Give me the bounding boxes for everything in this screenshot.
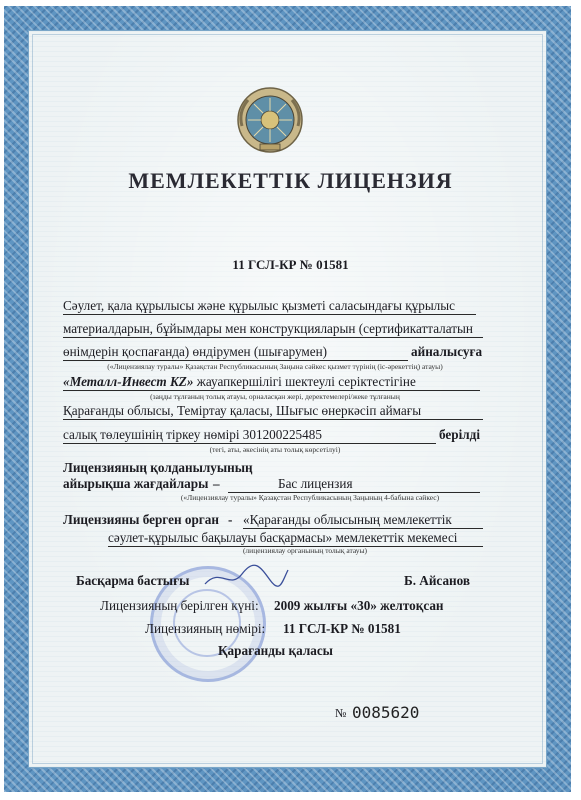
head-label: Басқарма бастығы — [76, 573, 190, 588]
state-emblem-icon — [236, 86, 304, 154]
issuer-line-2: сәулет-құрылыс бақылауы басқармасы» мемлекеттік мекемесі — [108, 530, 483, 547]
serial-number: 0085620 — [352, 703, 420, 722]
tax-line: салық төлеушінің тіркеу нөмірі 301200225485 — [63, 427, 436, 444]
activity-suffix: айналысуға — [411, 344, 483, 359]
issue-date-value: 2009 жылғы «30» желтоқсан — [274, 598, 444, 613]
activity-caption: («Лицензиялау туралы» Қазақстан Республикасының Заңына сәйкес қызмет түрінің (іс-әрекеттің) атауы) — [107, 362, 443, 371]
tax-caption: (тегі, аты, әкесінің аты толық көрсетілуі) — [209, 445, 341, 454]
licensee-line — [63, 374, 480, 391]
issue-date-label: Лицензияның берілген күні: — [100, 598, 259, 613]
issuer-dash: - — [228, 512, 233, 527]
issuer-line-1: «Қарағанды облысының мемлекеттік — [243, 512, 483, 529]
issuer-caption: (лицензиялау органының толық атауы) — [242, 546, 368, 555]
conditions-label-2: айырықша жағдайлары — [63, 476, 209, 491]
conditions-label-1: Лицензияның қолданылуының — [63, 460, 253, 475]
conditions-value: Бас лицензия — [228, 476, 480, 493]
license-number-header: 11 ГСЛ-КР № 01581 — [232, 257, 349, 272]
conditions-dash: – — [213, 476, 220, 491]
conditions-caption: («Лицензиялау туралы» Қазақстан Республикасының Заңының 4-бабына сәйкес) — [180, 493, 440, 502]
signature-icon — [200, 562, 290, 592]
licensee-caption: (заңды тұлғаның толық атауы, орналасқан жері, деректемелері/жеке тұлғаның — [150, 392, 400, 401]
issuer-label: Лицензияны берген орган — [63, 512, 219, 527]
license-no-label: Лицензияның нөмірі: — [145, 621, 266, 636]
head-name: Б. Айсанов — [404, 573, 471, 588]
tax-suffix: берілді — [439, 427, 481, 442]
serial-prefix: № — [335, 706, 347, 720]
activity-line-3: өнімдерін қоспағанда) өндірумен (шығарумен) — [63, 344, 408, 361]
license-no-value: 11 ГСЛ-КР № 01581 — [283, 621, 401, 636]
activity-line-2: материалдарын, бұйымдары мен конструкцияларын (сертификатталатын — [63, 321, 483, 338]
licensee-type: жауапкершілігі шектеулі серіктестігіне — [196, 374, 416, 389]
licensee-name: «Металл-Инвест KZ» — [63, 374, 194, 389]
activity-line-1: Сәулет, қала құрылысы және құрылыс қызметі саласындағы құрылыс — [63, 298, 476, 315]
document-title: МЕМЛЕКЕТТІК ЛИЦЕНЗИЯ — [128, 168, 453, 193]
address-line: Қарағанды облысы, Теміртау қаласы, Шығыс өнеркәсіп аймағы — [63, 403, 483, 420]
city: Қарағанды қаласы — [218, 643, 333, 658]
